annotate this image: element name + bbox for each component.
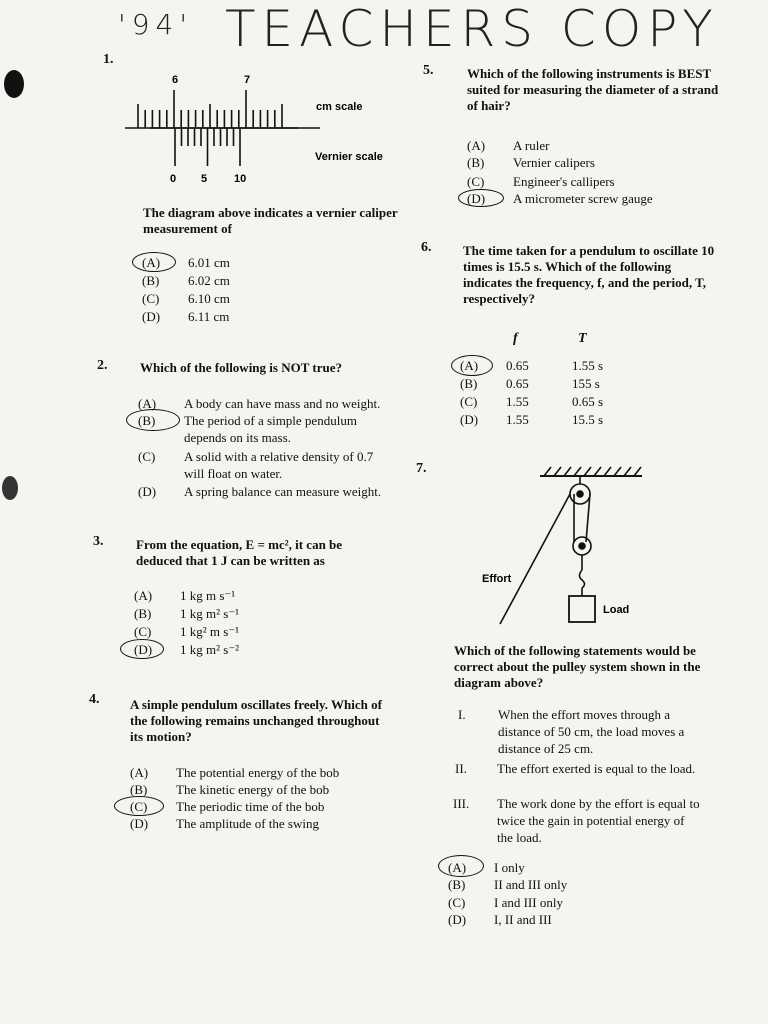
option-text: 1 kg m s⁻¹: [180, 588, 236, 603]
option-text: Engineer's callipers: [513, 174, 615, 189]
option-text: II and III only: [494, 877, 568, 892]
scale-label-6: 6: [172, 74, 179, 86]
option-letter: (A): [142, 255, 161, 270]
q6-row-b: [460, 376, 600, 392]
option-text: 6.10 cm: [188, 291, 230, 306]
q2-option-b: [138, 412, 388, 446]
option-letter: (D): [138, 484, 157, 499]
row-f: 1.55: [506, 394, 529, 409]
q3-option-d: [134, 641, 334, 658]
year-mark: '94': [118, 8, 194, 41]
load-label: Load: [603, 604, 630, 616]
option-letter: (D): [467, 191, 486, 206]
statement-text: When the effort moves through a distance of 50 cm, the load moves a distance of 25 cm.: [498, 707, 685, 756]
scale-label-7: 7: [244, 74, 251, 86]
vernier-scale-label: Vernier scale: [315, 151, 383, 163]
effort-label: Effort: [482, 573, 512, 585]
q4-option-a: [130, 764, 390, 781]
ceiling-hatch: [624, 467, 631, 476]
q1-stem: The diagram above indicates a vernier caliper measurement of: [143, 205, 398, 236]
q6-col-T: T: [578, 331, 587, 346]
option-text: 1 kg² m s⁻¹: [180, 624, 240, 639]
option-letter: (A): [134, 588, 153, 603]
option-text: A micrometer screw gauge: [513, 191, 653, 206]
q4-stem: A simple pendulum oscillates freely. Which of the following remains unchanged throughout its motion?: [130, 697, 382, 744]
q4-number: 4.: [89, 692, 100, 707]
option-text: I only: [494, 860, 525, 875]
vernier-label-10: 10: [234, 173, 247, 185]
q5-option-a: [467, 137, 722, 154]
q7-option-d: [448, 911, 648, 928]
q2-option-d: [138, 483, 396, 500]
q5-stem: Which of the following instruments is BEST suited for measuring the diameter of a strand of hair?: [467, 66, 719, 113]
option-text: I, II and III: [494, 912, 552, 927]
q7-statement-1: [458, 706, 703, 757]
binder-hole-middle: [2, 476, 18, 500]
q7-option-a: [448, 859, 648, 876]
option-text: The periodic time of the bob: [176, 799, 325, 814]
q6-stem: The time taken for a pendulum to oscillate 10 times is 15.5 s. Which of the following indicates the frequency, f, and the period, T, respectively?: [463, 243, 715, 306]
option-letter: (C): [134, 624, 152, 639]
q1-option-d: [142, 308, 342, 325]
pulley-system-diagram: [470, 462, 650, 630]
q4-option-b: [130, 781, 390, 798]
option-letter: (C): [448, 895, 466, 910]
row-letter: (B): [460, 376, 478, 391]
option-text: 1 kg m² s⁻²: [180, 642, 240, 657]
option-text: I and III only: [494, 895, 563, 910]
option-text: A spring balance can measure weight.: [184, 484, 382, 499]
row-letter: (C): [460, 394, 478, 409]
q6-row-d: [460, 412, 603, 428]
vernier-label-5: 5: [201, 173, 208, 185]
q1-option-a: [142, 254, 342, 271]
q7-number: 7.: [416, 461, 427, 476]
option-text: The potential energy of the bob: [176, 765, 340, 780]
statement-text: The effort exerted is equal to the load.: [497, 761, 696, 776]
option-letter: (D): [142, 309, 161, 324]
option-letter: (B): [142, 273, 160, 288]
q3-option-c: [134, 623, 334, 640]
ceiling-hatch: [574, 467, 581, 476]
ceiling-hatch: [604, 467, 611, 476]
option-text: A body can have mass and no weight.: [184, 396, 381, 411]
option-letter: (D): [130, 816, 149, 831]
option-letter: (A): [130, 765, 149, 780]
q7-statement-2: [455, 760, 703, 777]
q1-option-c: [142, 290, 342, 307]
row-f: 0.65: [506, 376, 529, 391]
q2-option-c: [138, 448, 388, 482]
option-letter: (D): [134, 642, 153, 657]
q1-option-b: [142, 272, 342, 289]
ceiling-hatch: [634, 467, 641, 476]
q2-stem: Which of the following is NOT true?: [140, 360, 342, 375]
option-letter: (B): [448, 877, 466, 892]
option-letter: (A): [467, 138, 486, 153]
q3-stem: From the equation, E = mc², it can be deduced that 1 J can be written as: [136, 537, 343, 568]
ceiling-hatch: [564, 467, 571, 476]
q5-option-c: [467, 173, 722, 190]
row-f: 0.65: [506, 358, 529, 373]
option-letter: (A): [448, 860, 467, 875]
q3-option-b: [134, 605, 334, 622]
q6-col-f: f: [513, 331, 518, 346]
option-letter: (C): [467, 174, 485, 189]
ceiling-hatch: [594, 467, 601, 476]
vernier-caliper-diagram: [120, 70, 400, 190]
q2-number: 2.: [97, 358, 108, 373]
option-text: 6.11 cm: [188, 309, 230, 324]
option-text: The period of a simple pendulum depends on its mass.: [184, 413, 357, 445]
q6-row-c: [460, 394, 603, 410]
q3-number: 3.: [93, 534, 104, 549]
q5-option-b: [467, 154, 722, 171]
row-T: 1.55 s: [572, 358, 604, 373]
statement-roman: II.: [455, 761, 467, 776]
row-letter: (A): [460, 358, 479, 373]
row-T: 0.65 s: [572, 394, 604, 409]
row-letter: (D): [460, 412, 479, 427]
teachers-copy-stamp: TEACHERS COPY: [225, 0, 719, 58]
option-letter: (C): [142, 291, 160, 306]
option-text: The kinetic energy of the bob: [176, 782, 330, 797]
option-text: 6.01 cm: [188, 255, 230, 270]
q7-option-b: [448, 876, 648, 893]
statement-roman: III.: [453, 796, 470, 811]
row-f: 1.55: [506, 412, 529, 427]
q4-option-d: [130, 815, 390, 832]
option-letter: (C): [130, 799, 148, 814]
q7-statement-3: [453, 795, 703, 846]
option-letter: (A): [138, 396, 157, 411]
ceiling-hatch: [554, 467, 561, 476]
option-letter: (D): [448, 912, 467, 927]
q6-row-a: [460, 358, 603, 374]
option-text: A solid with a relative density of 0.7 will float on water.: [184, 449, 374, 481]
statement-text: The work done by the effort is equal to twice the gain in potential energy of the load.: [497, 796, 700, 845]
option-text: 1 kg m² s⁻¹: [180, 606, 240, 621]
option-text: The amplitude of the swing: [176, 816, 319, 831]
row-T: 15.5 s: [572, 412, 604, 427]
q7-option-c: [448, 894, 648, 911]
option-letter: (B): [130, 782, 148, 797]
option-text: 6.02 cm: [188, 273, 230, 288]
option-letter: (B): [134, 606, 152, 621]
option-letter: (C): [138, 449, 156, 464]
cm-scale-label: cm scale: [316, 101, 363, 113]
binder-hole-top: [4, 70, 24, 98]
q5-number: 5.: [423, 63, 434, 78]
q6-number: 6.: [421, 240, 432, 255]
row-T: 155 s: [572, 376, 600, 391]
ceiling-hatch: [614, 467, 621, 476]
ceiling-hatch: [584, 467, 591, 476]
option-text: A ruler: [513, 138, 550, 153]
statement-roman: I.: [458, 707, 466, 722]
option-letter: (B): [138, 413, 156, 428]
q1-number: 1.: [103, 52, 114, 67]
q7-stem: Which of the following statements would be correct about the pulley system shown in the diagram above?: [454, 643, 701, 690]
ceiling-hatch: [544, 467, 551, 476]
option-text: Vernier calipers: [513, 155, 595, 170]
q3-option-a: [134, 587, 334, 604]
q5-option-d: [467, 190, 722, 207]
q2-option-a: [138, 395, 396, 412]
option-letter: (B): [467, 155, 485, 170]
vernier-label-0: 0: [170, 173, 177, 185]
q4-option-c: [130, 798, 390, 815]
